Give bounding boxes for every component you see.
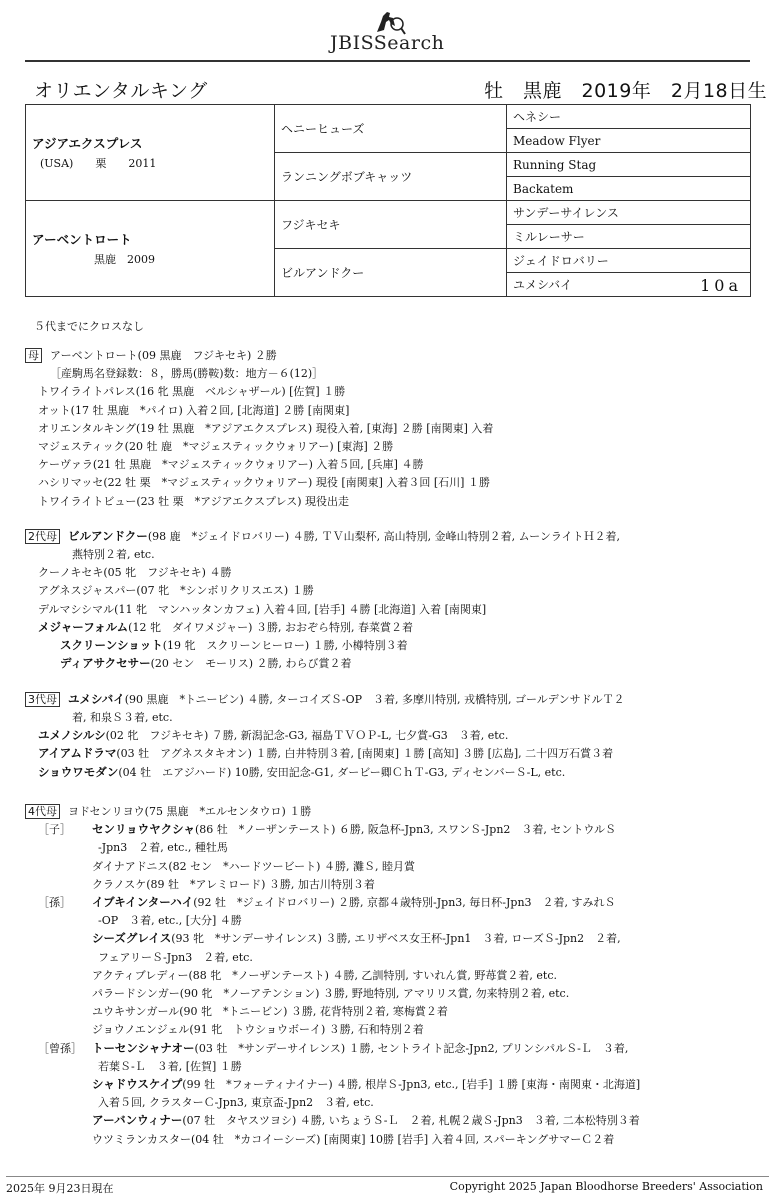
generation-label: ［子］: [38, 823, 71, 837]
dam-sire-sire-cell[interactable]: サンデーサイレンス: [507, 201, 751, 225]
horse-name-link[interactable]: シャドウスケイプ: [92, 1077, 183, 1091]
dam-sire-dam-cell[interactable]: ミルレーサー: [507, 225, 751, 249]
horse-record-cont: フェアリーＳ-Jpn3 ２着, etc.: [98, 950, 253, 964]
dam-name[interactable]: アーベントロート: [32, 232, 132, 247]
horse-record-cont: -Jpn3 ２着, etc., 種牡馬: [98, 841, 228, 855]
horse-record: (20 セン モーリス) ２勝, わらび賞２着: [150, 657, 352, 671]
horse-name-link[interactable]: スクリーンショット: [60, 638, 163, 652]
g4dam-line: [92, 821, 616, 837]
horse-record: (03 牡 アグネスタキオン) １勝, 白井特別３着, [南関東] １勝 [高知] ３勝 [広島], 二十四万石賞３着: [116, 747, 614, 761]
generation-label-line: [38, 894, 71, 910]
horse-record-cont: 若葉Ｓ-Ｌ ３着, [佐賀] １勝: [98, 1059, 242, 1073]
dam-line: [38, 456, 423, 472]
horse-record-cont: 入着５回, クラスターＣ-Jpn3, 東京盃-Jpn2 ３着, etc.: [98, 1096, 374, 1110]
horse-record: (93 牝 *サンデーサイレンス) ３勝, エリザベス女王杯-Jpn1 ３着, ローズＳ-Jpn2 ２着,: [171, 932, 621, 946]
granddam-line: [38, 564, 231, 580]
horse-name-link[interactable]: センリョウヤクシャ: [92, 822, 195, 837]
granddam-line: [38, 601, 486, 617]
dam-summary: アーベントロート(09 黒鹿 フジキセキ) ２勝: [50, 349, 277, 362]
sire-dam-dam-cell[interactable]: Backatem: [507, 177, 751, 201]
horse-record: (02 牝 フジキセキ) ７勝, 新潟記念-G3, 福島ＴＶＯＰ-L, 七夕賞-G3 ３着, etc.: [105, 729, 509, 743]
dam-tag: 母: [25, 348, 42, 363]
g4dam-line: [92, 876, 375, 892]
dam-line: [38, 420, 493, 436]
cross-note-line: [34, 318, 144, 334]
g3dam-line: [38, 764, 565, 780]
horse-name-link[interactable]: アーバンウィナー: [92, 1113, 183, 1128]
dam-color: 黒鹿: [94, 253, 116, 266]
generation-label-line: [38, 1040, 82, 1056]
horse-name-link[interactable]: トーセンシャナオー: [92, 1040, 195, 1055]
granddam-line: [38, 619, 413, 635]
sire-sire-dam-cell[interactable]: Meadow Flyer: [507, 129, 751, 153]
horse-record: (99 牡 *フォーティナイナー) ４勝, 根岸Ｓ-Jpn3, etc., [岩手] １勝 [東海・南関東・北海道]: [182, 1078, 641, 1091]
granddam-line: [60, 655, 352, 671]
horse-record: デルマシシマル(11 牝 マンハッタンカフェ) 入着４回, [岩手] ４勝 [北海道] 入着 [南関東]: [38, 602, 487, 616]
dam-line: [38, 383, 345, 399]
g3dam-name[interactable]: ユメシバイ: [68, 692, 125, 706]
horse-name-link[interactable]: シーズグレイス: [92, 931, 172, 946]
g4dam-head: [25, 803, 311, 819]
g4dam-tag: 4代母: [25, 804, 60, 819]
dam-year: 2009: [127, 253, 155, 266]
dam-offspring: ［産駒馬名登録数：８，勝馬(勝鞍)数：地方－６(12)］: [50, 367, 324, 381]
sire-dam-cell[interactable]: ランニングボブキャッツ: [275, 153, 507, 201]
granddam-record-cont: 燕特別２着, etc.: [72, 548, 155, 561]
sire-sire-cell[interactable]: ヘニーヒューズ: [275, 105, 507, 153]
horse-record: ジョウノエンジェル(91 牝 トウショウボーイ) ３勝, 石和特別２着: [92, 1023, 424, 1037]
generation-label: ［曾孫］: [38, 1041, 82, 1055]
generation-label-line: [38, 821, 71, 837]
dam-head: [25, 347, 277, 363]
horse-record: アグネスジャスパー(07 牝 *シンボリクリスエス) １勝: [38, 584, 314, 598]
horse-name-link[interactable]: ユメノシルシ: [38, 728, 106, 743]
g3dam-record-cont: 着, 和泉Ｓ３着, etc.: [72, 711, 173, 724]
g4dam-line: [92, 1076, 640, 1092]
g4dam-line: [92, 894, 616, 910]
dam-dam-sire-cell[interactable]: ジェイドロバリー: [507, 249, 751, 273]
horse-record: (19 牝 スクリーンヒーロー) １勝, 小樽特別３着: [162, 639, 408, 652]
dam-sire-cell[interactable]: フジキセキ: [275, 201, 507, 249]
g4dam-line: [92, 1112, 640, 1128]
horse-record: (12 牝 ダイワメジャー) ３勝, おおぞら特別, 春菜賞２着: [128, 620, 413, 634]
footer-copyright: Copyright 2025 Japan Bloodhorse Breeders' Association: [449, 1180, 763, 1193]
g3dam-tag: 3代母: [25, 692, 60, 707]
g4dam-cont: [98, 949, 253, 965]
generation-label: ［孫］: [38, 896, 71, 909]
g4dam-line: [92, 1040, 628, 1056]
sire-color: 栗: [95, 157, 107, 170]
cross-note: ５代までにクロスなし: [34, 320, 144, 333]
g4dam-line: [92, 985, 569, 1001]
footer-date: 2025年 9月23日現在: [6, 1182, 114, 1195]
g4dam-cont: [98, 912, 242, 928]
sire-origin: (USA): [40, 157, 74, 170]
granddam-line: [38, 582, 314, 598]
dam-line: [38, 402, 349, 418]
g3dam-head: [25, 691, 625, 707]
horse-record: アクティブレディー(88 牝 *ノーザンテースト) ４勝, 乙訓特別, すいれん賞, 野苺賞２着, etc.: [92, 968, 558, 982]
g4dam-line: [92, 967, 557, 983]
horse-record-cont: -OP ３着, etc., [大分] ４勝: [98, 914, 242, 928]
g4dam-cont: [98, 1058, 242, 1074]
granddam-cont: [72, 546, 155, 562]
granddam-tag: 2代母: [25, 529, 60, 544]
horse-name-link[interactable]: ディアサクセサー: [60, 656, 151, 671]
horse-record: ダイナアドニス(82 セン *ハードツービート) ４勝, 灘Ｓ, 睦月賞: [92, 859, 415, 873]
g4dam-line: [92, 1131, 614, 1147]
granddam-head: [25, 528, 620, 544]
dam-dam-cell[interactable]: ビルアンドクー: [275, 249, 507, 297]
sire-name[interactable]: アジアエクスプレス: [32, 136, 143, 151]
horse-record: (07 牡 タヤスツヨシ) ４勝, いちょうＳ-Ｌ ２着, 札幌２歳Ｓ-Jpn3 ３着, 二本松特別３着: [182, 1114, 640, 1128]
sire-dam-sire-cell[interactable]: Running Stag: [507, 153, 751, 177]
dam-line: [38, 493, 349, 509]
g4dam-record: ヨドセンリヨウ(75 黒鹿 *エルセンタウロ) １勝: [68, 805, 312, 818]
g3dam-line: [38, 727, 508, 743]
g3dam-record: (90 黒鹿 *トニービン) ４勝, ターコイズＳ-OP ３着, 多摩川特別, 戎橋特別, ゴールデンサドルＴ２: [124, 693, 625, 706]
granddam-record: (98 鹿 *ジェイドロバリー) ４勝, ＴＶ山梨杯, 高山特別, 金峰山特別２着, ムーンライトＨ２着,: [147, 530, 621, 543]
dam-offspring: オット(17 牡 黒鹿 *パイロ) 入着２回, [北海道] ２勝 [南関東]: [38, 403, 350, 417]
horse-record: クラノスケ(89 牡 *アレミロード) ３勝, 加古川特別３着: [92, 877, 375, 891]
g4dam-cont: [98, 839, 228, 855]
dam-offspring: トワイライトパレス(16 牝 黒鹿 ベルシャザール) [佐賀] １勝: [38, 385, 346, 399]
dam-offspring: マジェスティック(20 牡 鹿 *マジェスティックウォリアー) [東海] ２勝: [38, 440, 394, 453]
g4dam-line: [92, 1003, 448, 1019]
horse-name-link[interactable]: ショウワモダン: [38, 764, 119, 779]
dam-line: [38, 438, 393, 454]
horse-record: (03 牡 *サンデーサイレンス) １勝, セントライト記念-Jpn2, プリンシパルＳ-Ｌ ３着,: [194, 1041, 629, 1055]
g4dam-line: [92, 858, 415, 874]
logo-text: JBISSearch: [330, 32, 445, 54]
horse-record: ウツミランカスター(04 牡 *カコイーシーズ) [南関東] 10勝 [岩手] 入着４回, スパーキングサマーＣ２着: [92, 1132, 615, 1146]
g3dam-cont: [72, 709, 173, 725]
horse-name-link[interactable]: イブキインターハイ: [92, 895, 194, 909]
horse-record: (92 牡 *ジェイドロバリー) ２勝, 京都４歳特別-Jpn3, 毎日杯-Jpn3 ２着, すみれＳ: [193, 896, 616, 909]
dam-line: [50, 365, 323, 381]
horse-name: オリエンタルキング: [34, 80, 208, 102]
horse-record: パラードシンガー(90 牝 *ノーアテンション) ３勝, 野地特別, アマリリス賞, 勿来特別２着, etc.: [92, 987, 570, 1000]
g4dam-cont: [98, 1094, 374, 1110]
g3dam-line: [38, 745, 613, 761]
dam-offspring: ケーヴァラ(21 牡 黒鹿 *マジェスティックウォリアー) 入着５回, [兵庫] ４勝: [38, 458, 424, 472]
horse-record: クーノキセキ(05 牝 フジキセキ) ４勝: [38, 566, 232, 580]
horse-record: ユウキサンガール(90 牝 *トニービン) ３勝, 花背特別２着, 寒梅賞２着: [92, 1005, 448, 1019]
sire-sire-sire-cell[interactable]: ヘネシー: [507, 105, 751, 129]
g4dam-line: [92, 1021, 424, 1037]
dam-dam-dam-name: ユメシバイ: [513, 278, 573, 292]
horse-record: (04 牡 エアジハード) 10勝, 安田記念-G1, ダービー卿ＣｈＴ-G3, ディセンバーＳ-L, etc.: [118, 765, 566, 779]
dam-line: [38, 474, 490, 490]
horse-info: 牡 黒鹿 2019年 2月18日生: [484, 80, 768, 102]
dam-offspring: トワイライトビュー(23 牡 栗 *アジアエクスプレス) 現役出走: [38, 494, 350, 508]
horse-name-link[interactable]: アイアムドラマ: [38, 746, 117, 761]
granddam-name[interactable]: ビルアンドクー: [68, 529, 148, 543]
family-number: 10a: [700, 276, 742, 295]
dam-offspring: オリエンタルキング(19 牡 黒鹿 *アジアエクスプレス) 現役入着, [東海] ２勝 [南関東] 入着: [38, 421, 494, 435]
granddam-line: [60, 637, 408, 653]
horse-name-link[interactable]: メジャーフォルム: [38, 619, 129, 634]
g4dam-line: [92, 930, 621, 946]
footer-divider: [6, 1176, 769, 1177]
sire-year: 2011: [128, 157, 157, 170]
dam-offspring: ハシリマッセ(22 牡 栗 *マジェスティックウォリアー) 現役 [南関東] 入着３回 [石川] １勝: [38, 476, 490, 490]
horse-record: (86 牡 *ノーザンテースト) ６勝, 阪急杯-Jpn3, スワンＳ-Jpn2 ３着, セントウルＳ: [194, 823, 617, 837]
